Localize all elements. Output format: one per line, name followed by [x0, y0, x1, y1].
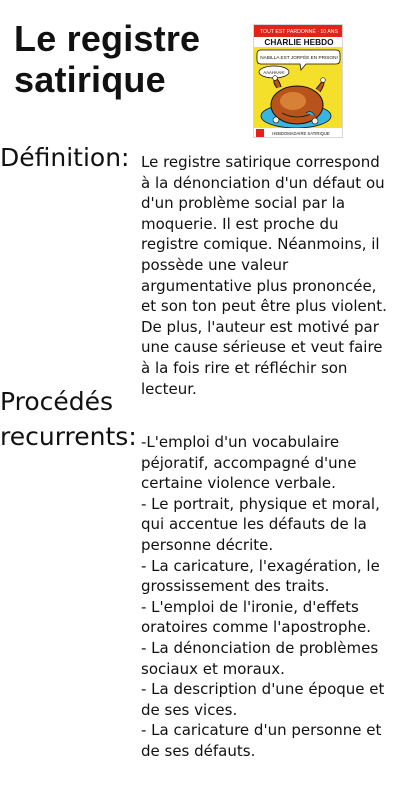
cover-footer: HEBDOMADAIRE SATIRIQUE — [272, 131, 330, 136]
page-title — [14, 18, 239, 100]
procede-item: - La caricature, l'exagération, le grossissement des traits. — [141, 556, 380, 596]
procedes-heading-line-1: Procédés — [0, 387, 114, 416]
definition-text: Le registre satirique correspond à la dénonciation d'un défaut ou d'un problème social par la moquerie. Il est proche du registre comique. Néanmoins, il possède une valeur argumentative plus prononcée, et son ton peut être plus violent. De plus, l'auteur est motivé par une cause sérieuse et veut faire à la fois rire et réfléchir son lecteur. — [141, 153, 387, 398]
cover-logo: CHARLIE HEBDO — [264, 37, 334, 47]
procedes-list — [141, 432, 391, 762]
roasted-turkey-cartoon-icon — [254, 25, 343, 138]
cover-speech-small: AAAHAAH! — [263, 70, 285, 75]
procede-item: - La description d'une époque et de ses vices. — [141, 680, 385, 719]
procede-item: - Le portrait, physique et moral, qui accentue les défauts de la personne décrite. — [141, 494, 380, 554]
cover-speech-main: NABILLA EST JORFÉE EN PRISON! — [260, 55, 338, 60]
procede-item: -L'emploi d'un vocabulaire péjoratif, accompagné d'une certaine violence verbale. — [141, 433, 357, 493]
procedes-heading-line-2: recurrents: — [0, 422, 137, 451]
cover-top-line: TOUT EST PARDONNÉ · 10 ANS — [259, 29, 339, 35]
procede-item: - La dénonciation de problèmes sociaux et moraux. — [141, 638, 379, 678]
page-title-line-2: satirique — [14, 59, 166, 100]
procedes-heading — [0, 384, 145, 454]
definition-heading: Définition: — [0, 143, 130, 172]
procede-item: - La caricature d'un personne et de ses défauts. — [141, 721, 382, 760]
page-title-line-1: Le registre — [14, 18, 201, 59]
charlie-hebdo-cover-image — [253, 24, 343, 138]
procede-item: - L'emploi de l'ironie, d'effets oratoires comme l'apostrophe. — [141, 597, 371, 637]
